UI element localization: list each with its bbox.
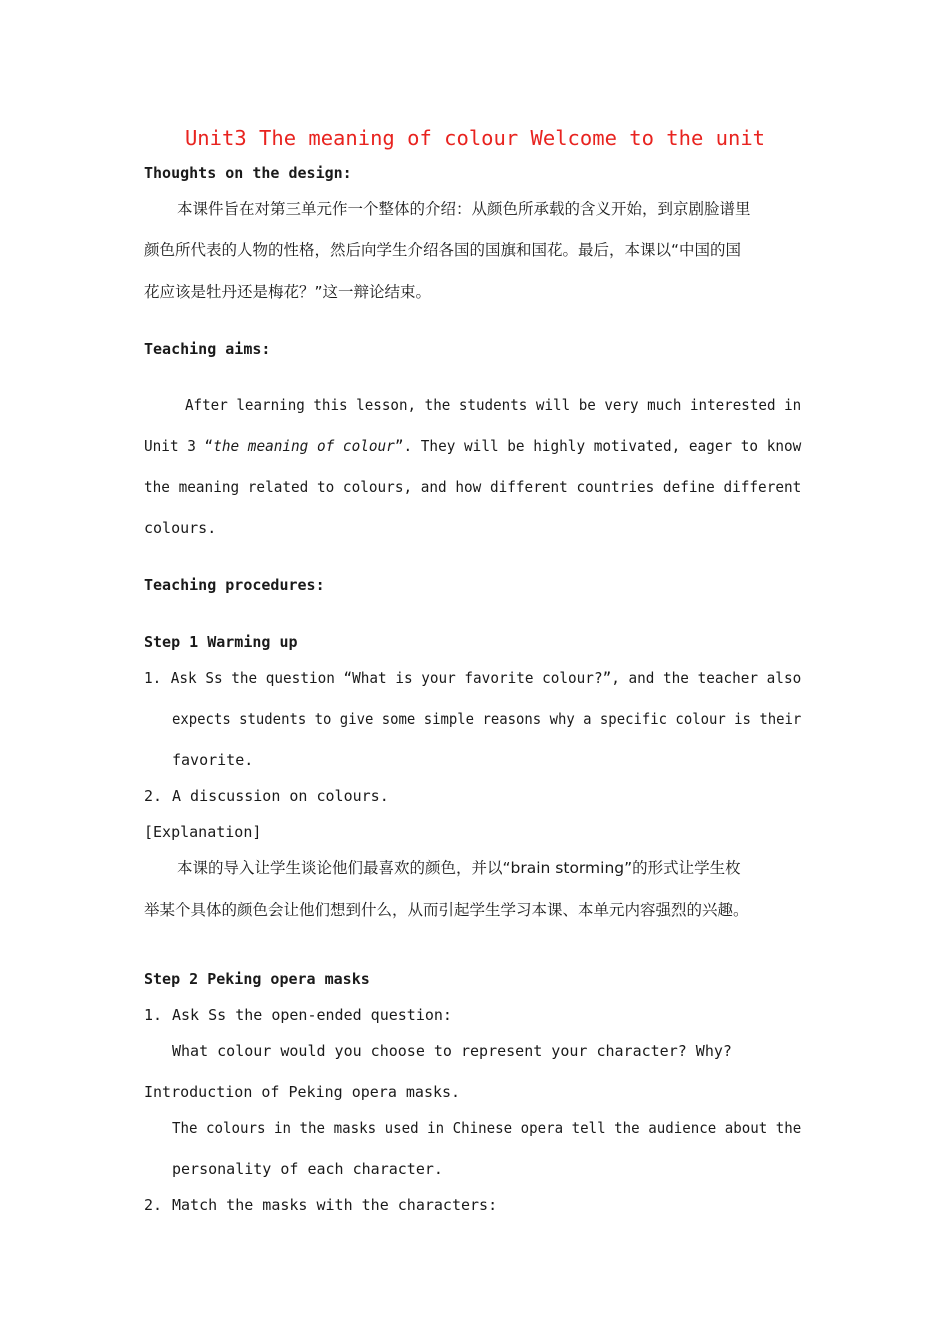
list-number: 2. <box>144 1196 163 1214</box>
list-item-text: favorite. <box>172 751 254 769</box>
aims-line: the meaning related to colours, and how different countries define different <box>144 478 802 496</box>
masks-paragraph-line: personality of each character. <box>172 1160 443 1178</box>
explanation-label: [Explanation] <box>144 823 262 841</box>
aims-line-prefix: Unit 3 “ <box>144 437 214 455</box>
masks-intro: Introduction of Peking opera masks. <box>144 1083 461 1101</box>
list-number: 2. <box>144 787 163 805</box>
step1-item2 <box>144 786 389 806</box>
procedures-heading: Teaching procedures: <box>144 576 325 594</box>
design-line: 本课件旨在对第三单元作一个整体的介绍：从颜色所承载的含义开始，到京剧脸谱里 <box>177 200 751 218</box>
explanation-line: 举某个具体的颜色会让他们想到什么，从而引起学生学习本课、本单元内容强烈的兴趣。 <box>144 901 749 919</box>
list-number: 1. <box>144 1006 163 1024</box>
unit-name-italic: the meaning of colour <box>213 437 395 455</box>
step1-item1 <box>144 668 801 688</box>
aims-line: After learning this lesson, the students will be very much interested in <box>185 396 802 414</box>
design-line: 花应该是牡丹还是梅花？”这一辩论结束。 <box>144 283 432 301</box>
aims-line-suffix: ”. They will be highly motivated, eager to know <box>394 437 802 455</box>
explanation-line: 本课的导入让学生谈论他们最喜欢的颜色，并以“brain storming”的形式让学生枚 <box>177 859 741 877</box>
aims-line: colours. <box>144 519 217 537</box>
list-item-text: Ask Ss the question “What is your favorite colour?”, and the teacher also <box>170 669 802 687</box>
document-title: Unit3 The meaning of colour Welcome to the unit <box>184 126 766 150</box>
step2-item1 <box>144 1005 452 1025</box>
list-item-text: A discussion on colours. <box>172 787 389 805</box>
aims-line <box>144 436 801 456</box>
masks-paragraph-line: The colours in the masks used in Chinese opera tell the audience about the <box>172 1119 802 1137</box>
list-item-text: expects students to give some simple reasons why a specific colour is their <box>172 710 802 728</box>
step2-item2 <box>144 1195 497 1215</box>
design-line: 颜色所代表的人物的性格，然后向学生介绍各国的国旗和国花。最后，本课以“中国的国 <box>144 241 742 259</box>
list-number: 1. <box>144 669 162 687</box>
step1-heading: Step 1 Warming up <box>144 633 298 651</box>
list-item-text: Match the masks with the characters: <box>172 1196 498 1214</box>
open-question: What colour would you choose to represent your character? Why? <box>172 1042 732 1060</box>
step2-heading: Step 2 Peking opera masks <box>144 970 370 988</box>
design-heading: Thoughts on the design: <box>144 164 352 182</box>
aims-heading: Teaching aims: <box>144 340 271 358</box>
list-item-text: Ask Ss the open-ended question: <box>172 1006 452 1024</box>
